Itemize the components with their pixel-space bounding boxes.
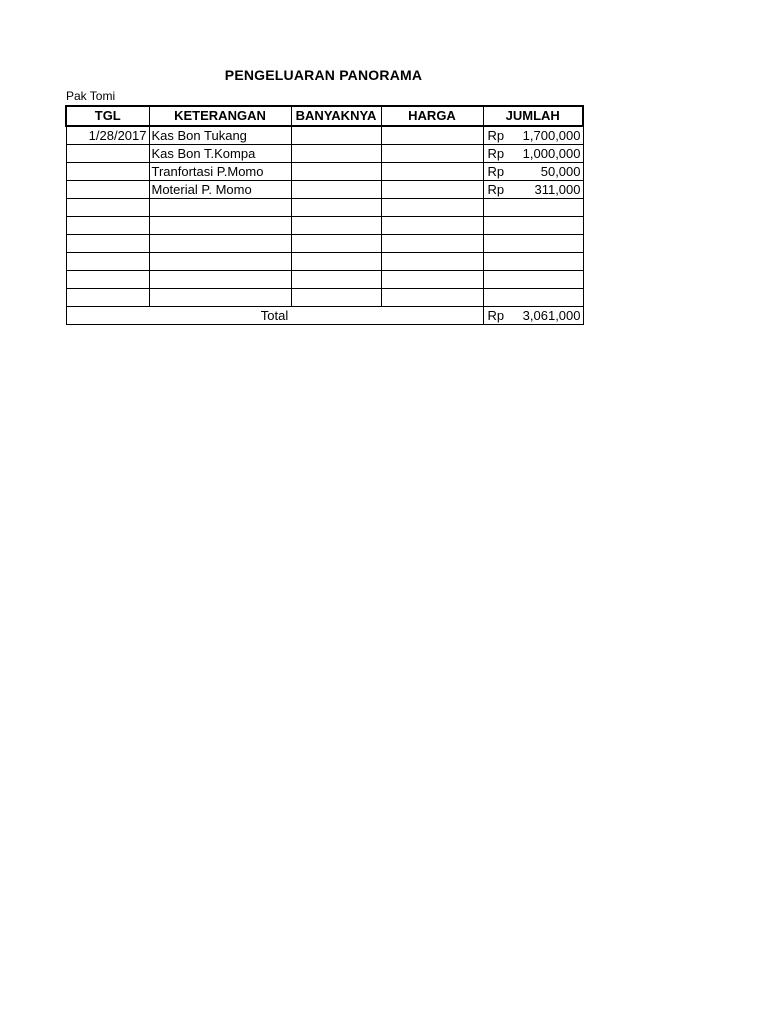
currency-symbol: Rp <box>487 164 505 179</box>
cell-banyaknya <box>291 217 381 235</box>
cell-tgl: 1/28/2017 <box>66 126 149 145</box>
cell-harga <box>381 126 483 145</box>
cell-tgl <box>66 235 149 253</box>
total-amount: 3,061,000 <box>522 308 581 323</box>
expense-table <box>65 105 584 325</box>
cell-keterangan: Kas Bon Tukang <box>149 126 291 145</box>
total-currency: Rp <box>487 308 505 323</box>
currency-symbol: Rp <box>487 182 505 197</box>
cell-jumlah <box>483 217 583 235</box>
cell-harga <box>381 253 483 271</box>
cell-tgl <box>66 163 149 181</box>
cell-banyaknya <box>291 145 381 163</box>
cell-keterangan <box>149 253 291 271</box>
cell-tgl <box>66 217 149 235</box>
cell-harga <box>381 289 483 307</box>
amount-value: 311,000 <box>534 182 581 197</box>
cell-tgl <box>66 181 149 199</box>
cell-jumlah <box>483 145 583 163</box>
cell-jumlah <box>483 163 583 181</box>
total-row <box>66 307 583 325</box>
currency-symbol: Rp <box>487 146 505 161</box>
cell-tgl <box>66 145 149 163</box>
cell-keterangan <box>149 271 291 289</box>
cell-keterangan <box>149 235 291 253</box>
cell-banyaknya <box>291 181 381 199</box>
amount-value: 1,000,000 <box>522 146 581 161</box>
cell-banyaknya <box>291 235 381 253</box>
cell-harga <box>381 181 483 199</box>
table-row <box>66 126 583 145</box>
total-cell <box>483 307 583 325</box>
table-row <box>66 271 583 289</box>
table-row <box>66 289 583 307</box>
cell-banyaknya <box>291 289 381 307</box>
cell-banyaknya <box>291 271 381 289</box>
cell-tgl <box>66 271 149 289</box>
amount-value: 50,000 <box>540 164 581 179</box>
column-header-jumlah: JUMLAH <box>483 106 583 126</box>
table-row <box>66 235 583 253</box>
cell-keterangan: Moterial P. Momo <box>149 181 291 199</box>
cell-jumlah <box>483 271 583 289</box>
cell-jumlah <box>483 199 583 217</box>
cell-harga <box>381 145 483 163</box>
cell-harga <box>381 271 483 289</box>
cell-harga <box>381 199 483 217</box>
cell-jumlah <box>483 181 583 199</box>
cell-keterangan: Kas Bon T.Kompa <box>149 145 291 163</box>
cell-jumlah <box>483 126 583 145</box>
cell-keterangan <box>149 217 291 235</box>
cell-harga <box>381 235 483 253</box>
column-header-harga: HARGA <box>381 106 483 126</box>
cell-keterangan: Tranfortasi P.Momo <box>149 163 291 181</box>
cell-jumlah <box>483 235 583 253</box>
currency-symbol: Rp <box>487 128 505 143</box>
cell-tgl <box>66 199 149 217</box>
cell-harga <box>381 163 483 181</box>
cell-banyaknya <box>291 163 381 181</box>
cell-keterangan <box>149 199 291 217</box>
table-body <box>66 126 583 307</box>
column-header-keterangan: KETERANGAN <box>149 106 291 126</box>
cell-keterangan <box>149 289 291 307</box>
column-header-banyaknya: BANYAKNYA <box>291 106 381 126</box>
table-row <box>66 163 583 181</box>
table-row <box>66 217 583 235</box>
cell-banyaknya <box>291 199 381 217</box>
table-header-row <box>66 106 583 126</box>
cell-tgl <box>66 289 149 307</box>
amount-value: 1,700,000 <box>522 128 581 143</box>
page-title: PENGELUARAN PANORAMA <box>224 67 423 83</box>
table-row <box>66 199 583 217</box>
table-row <box>66 181 583 199</box>
column-header-tgl: TGL <box>66 106 149 126</box>
owner-label: Pak Tomi <box>66 89 116 103</box>
cell-jumlah <box>483 253 583 271</box>
cell-tgl <box>66 253 149 271</box>
total-label: Total <box>66 307 483 325</box>
cell-banyaknya <box>291 126 381 145</box>
cell-jumlah <box>483 289 583 307</box>
table-row <box>66 145 583 163</box>
table-row <box>66 253 583 271</box>
cell-harga <box>381 217 483 235</box>
cell-banyaknya <box>291 253 381 271</box>
